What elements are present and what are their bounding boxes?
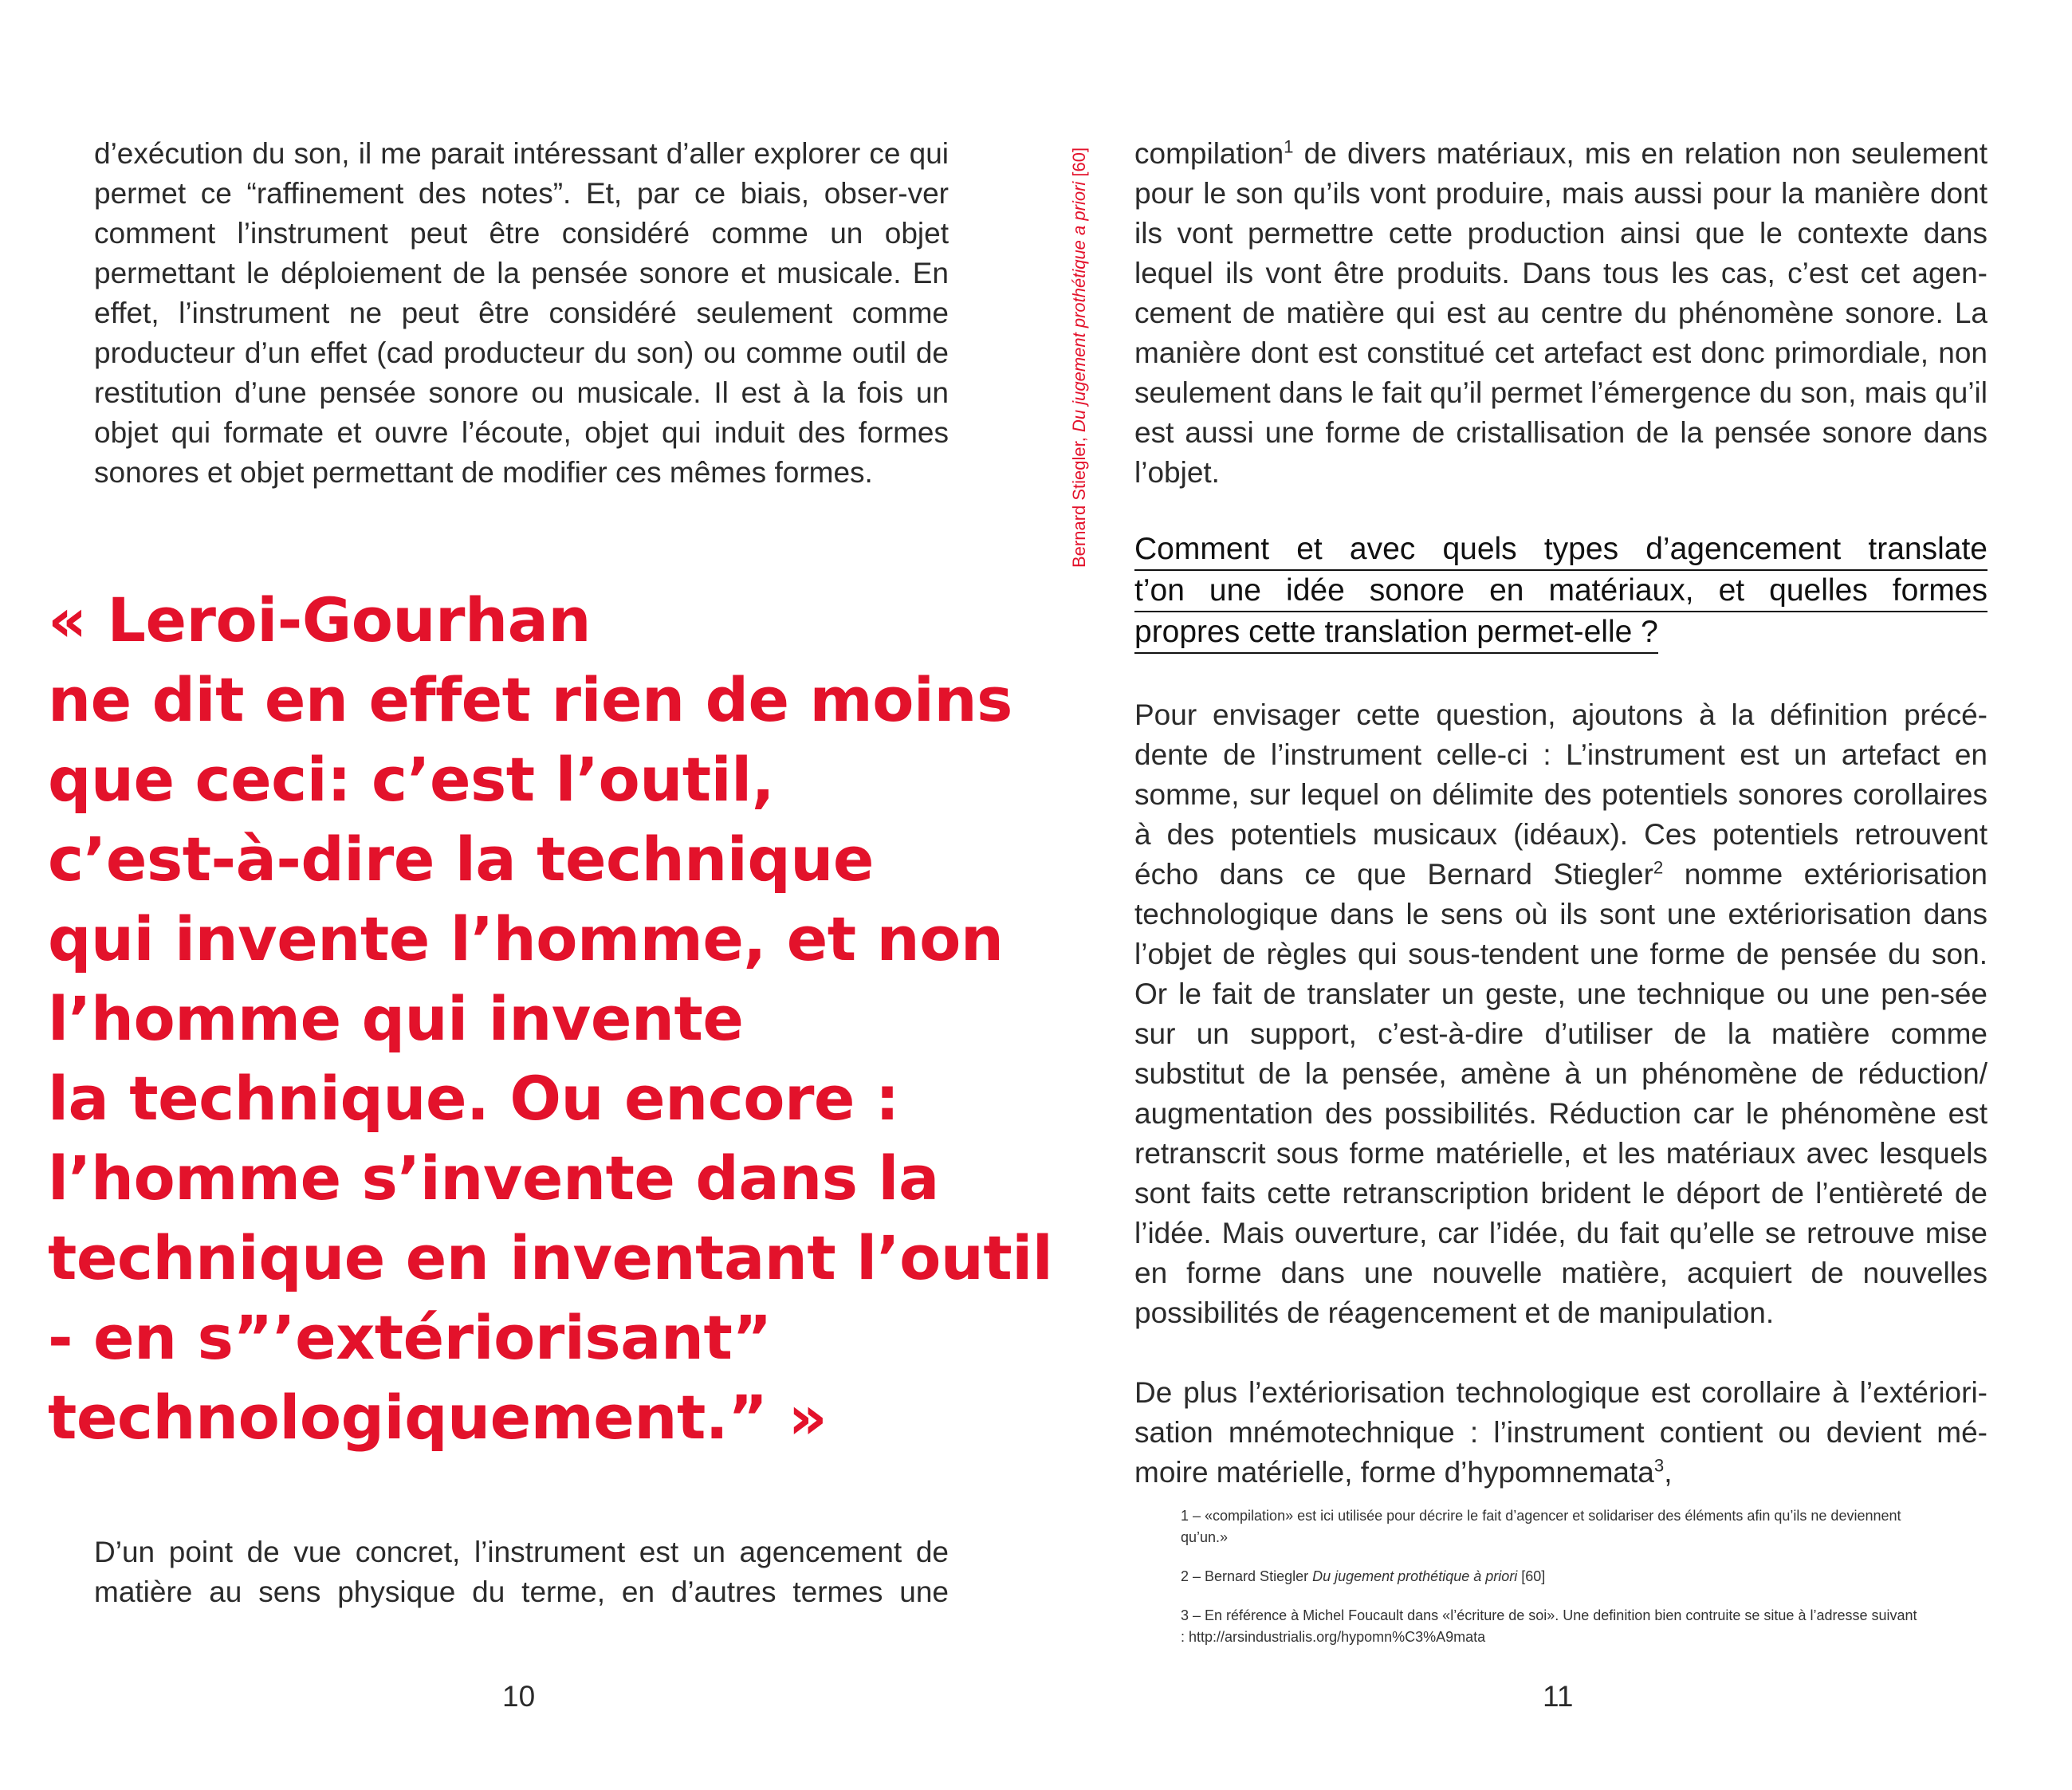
side-citation-ref: [60] [1069, 147, 1089, 182]
right-page [1036, 0, 2072, 1790]
right-paragraph-1 [1134, 134, 1987, 493]
paragraph-3-after: , [1664, 1456, 1673, 1489]
footnote-2-title: Du jugement prothétique à priori [1312, 1568, 1518, 1584]
footnote-2-suffix: [60] [1517, 1568, 1546, 1584]
quote-line: - en s”’extériorisant” [48, 1302, 772, 1373]
footnote-2-prefix: 2 – Bernard Stiegler [1181, 1568, 1313, 1584]
side-citation-title: Du jugement prothétique a priori [1069, 181, 1089, 433]
quote-line: « Leroi-Gourhan [48, 584, 591, 655]
footnote-ref-2[interactable]: 2 [1653, 857, 1664, 878]
heading-line: t’on une idée sonore en matériaux, et quelles formes [1134, 571, 1987, 612]
intro-text: d’exécution du son, il me parait intéressant d’aller explorer ce qui permet ce “raffinement des notes”. Et, par ce biais, obser-ver comment l’instrument peut être considéré comme un objet permettant le déploiement de la pensée sonore et musicale. En effet, l’instrument ne peut être considéré seulement comme producteur d’un effet (cad producteur du son) ou comme outil de restitution d’une pensée sonore ou musicale. Il est à la fois un objet qui formate et ouvre l’écoute, objet qui induit des formes sonores et objet permettant de modifier ces mêmes formes. [94, 137, 949, 489]
quote-line: technique en inventant l’outil [48, 1222, 1053, 1293]
paragraph-3-before: De plus l’extériorisation technologique est corollaire à l’extériori-sation mnémotechnique : l’instrument contient ou devient mé-moire matérielle, forme d’hypomnemata [1134, 1376, 1987, 1489]
quote-line: la technique. Ou encore : [48, 1063, 899, 1134]
page-number-left: 10 [502, 1680, 536, 1713]
paragraph-2-before: Pour envisager cette question, ajoutons à la définition précé-dente de l’instrument celle-ci : L’instrument est un artefact en somme, sur lequel on délimite des potentiels sonores corollaires à des potentiels musicaux (idéaux). Ces potentiels retrouvent écho dans ce que Bernard Stiegler [1134, 698, 1987, 891]
heading-line: propres cette translation permet-elle ? [1134, 612, 1658, 654]
quote-line: c’est-à-dire la technique [48, 824, 874, 895]
pull-quote [48, 580, 1053, 1458]
side-citation-author: Bernard Stiegler, [1069, 432, 1089, 568]
footnote-1: 1 – «compilation» est ici utilisée pour décrire le fait d’agencer et solidariser des éléments afin qu’ils ne deviennent qu’un.» [1181, 1508, 1901, 1545]
paragraph-2-after: nomme extériorisation technologique dans le sens où ils sont une extériorisation dans l’objet de règles qui sous-tendent une forme de pensée du son. Or le fait de translater un geste, une technique ou une pen-sée sur un support, c’est-à-dire d’utiliser de la matière comme substitut de la pensée, amène à un phénomène de réduction/ augmentation des possibilités. Réduction car le phénomène est retranscrit sous forme matérielle, et les matériaux avec lesquels sont faits cette retranscription brident le déport de l’entièreté de l’idée. Mais ouverture, car l’idée, du fait qu’elle se retrouve mise en forme dans une nouvelle matière, acquiert de nouvelles possibilités de réagencement et de manipulation. [1134, 858, 1987, 1329]
outro-text: D’un point de vue concret, l’instrument est un agencement de matière au sens physique du terme, en d’autres termes une [94, 1536, 949, 1608]
footnote-ref-3[interactable]: 3 [1653, 1455, 1665, 1476]
heading-line: Comment et avec quels types d’agencement translate [1134, 529, 1987, 571]
right-paragraph-3 [1134, 1373, 1987, 1493]
page-number-right: 11 [1543, 1680, 1574, 1713]
quote-line: l’homme s’invente dans la [48, 1143, 939, 1214]
footnote-3: 3 – En référence à Michel Foucault dans «l’écriture de soi». Une definition bien contruite se situe à l’adresse suivant : http://arsindustrialis.org/hypomn%C3%A9mata [1181, 1607, 1917, 1645]
compilation-word: compilation [1134, 137, 1284, 170]
left-intro-paragraph [94, 134, 949, 493]
quote-line: que ceci: c’est l’outil, [48, 744, 775, 815]
quote-line: qui invente l’homme, et non [48, 903, 1004, 974]
section-heading [1134, 529, 1987, 654]
quote-line: l’homme qui invente [48, 983, 744, 1054]
quote-line: ne dit en effet rien de moins [48, 664, 1012, 735]
footnotes [1181, 1505, 1922, 1666]
right-paragraph-2 [1134, 695, 1987, 1333]
quote-line: technologiquement.” » [48, 1382, 828, 1453]
footnote-2 [1181, 1566, 1922, 1587]
paragraph-1-text: de divers matériaux, mis en relation non seulement pour le son qu’ils vont produire, mais aussi pour la manière dont ils vont permettre cette production ainsi que le contexte dans lequel ils vont être produits. Dans tous les cas, c’est cet agen-cement de matière qui est au centre du phénomène sonore. La manière dont est constitué cet artefact est donc primordiale, non seulement dans le fait qu’il permet l’émergence du son, mais qu’il est aussi une forme de cristallisation de la pensée sonore dans l’objet. [1134, 137, 1987, 489]
left-outro-paragraph [94, 1532, 949, 1612]
footnote-ref-1[interactable]: 1 [1284, 136, 1294, 157]
